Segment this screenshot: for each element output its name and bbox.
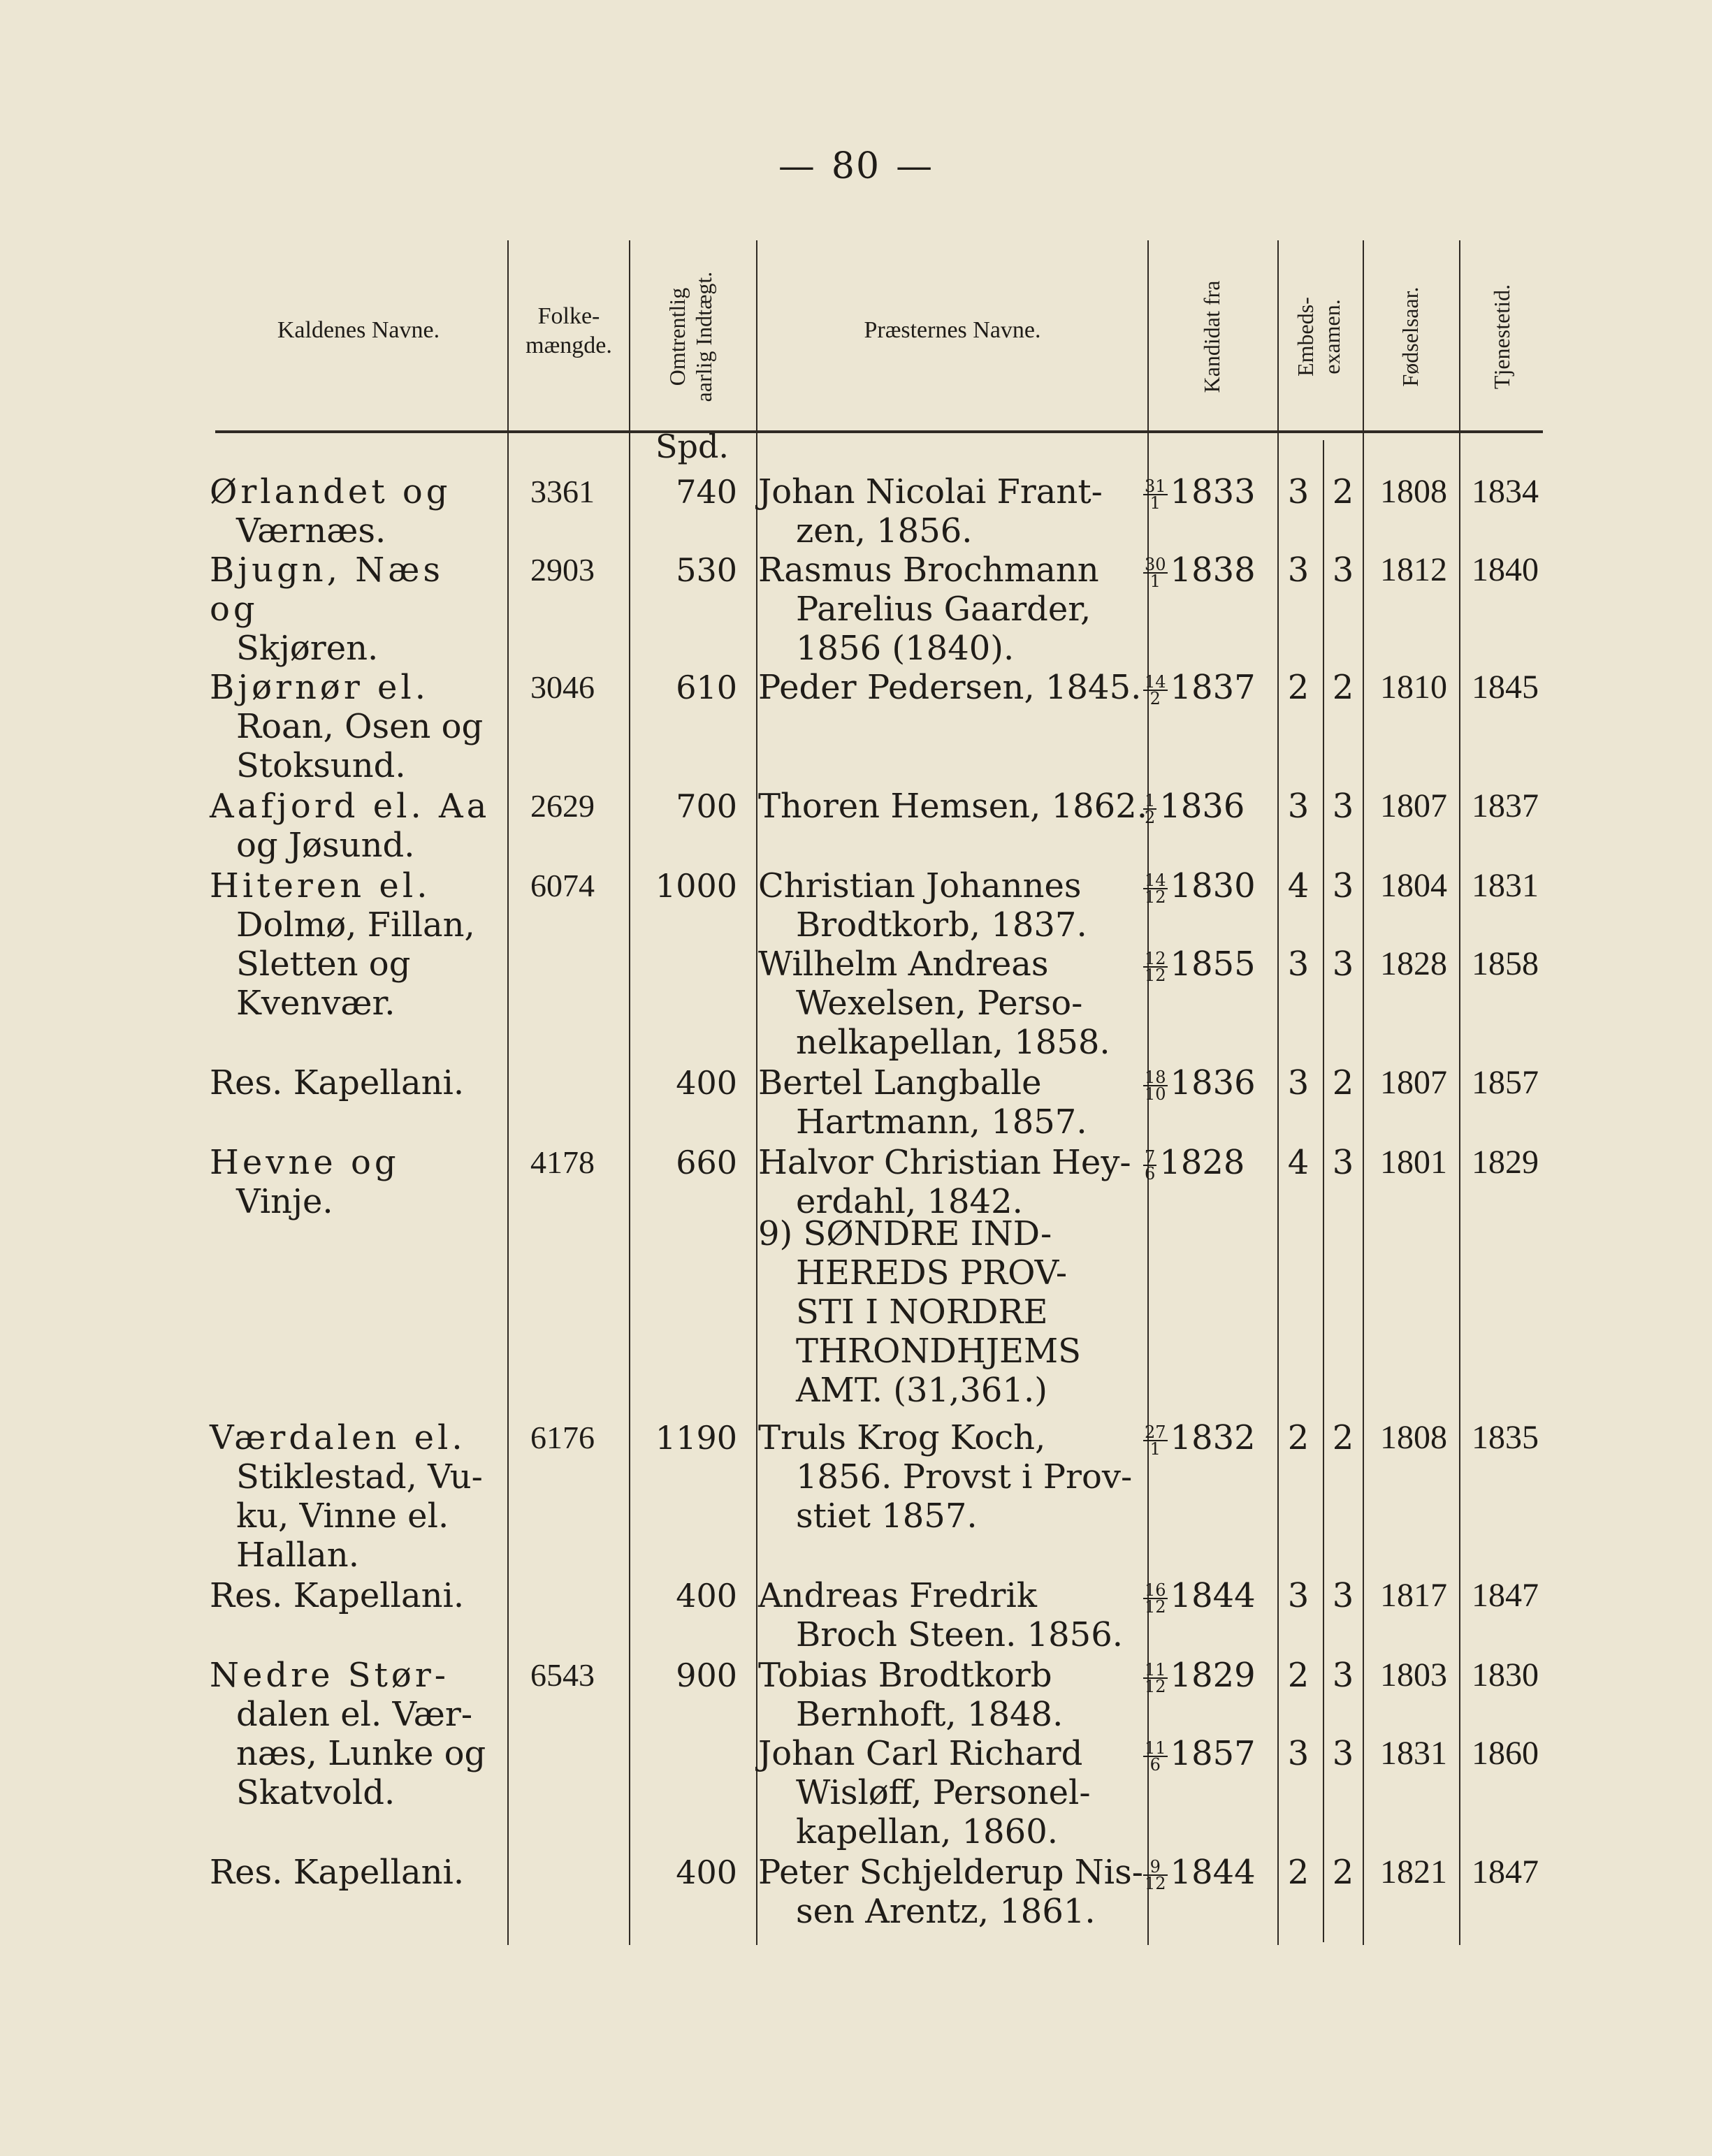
parish-name-line: Bjørnør el.	[210, 668, 430, 707]
service-year: 1860	[1472, 1735, 1539, 1772]
pastor-name-line: Peter Schjelderup Nis-	[758, 1853, 1143, 1892]
parish-name-line: Res. Kapellani.	[210, 1063, 465, 1102]
parish-name	[210, 551, 506, 668]
birth-year: 1817	[1380, 1577, 1447, 1614]
service-year: 1858	[1472, 945, 1539, 982]
column-rule	[629, 240, 630, 1945]
candidate-date	[1143, 1063, 1273, 1102]
exam-grade-b: 2	[1332, 1418, 1354, 1457]
column-rule	[1363, 240, 1364, 1945]
section-heading-line: HEREDS PROV-	[796, 1253, 1068, 1292]
pastor-name-line: nelkapellan, 1858.	[796, 1023, 1110, 1062]
pastor-name-line: zen, 1856.	[796, 511, 973, 551]
header-service: Tjenestetid.	[1489, 284, 1514, 390]
pastor-name-line: Tobias Brodtkorb	[758, 1656, 1052, 1695]
birth-year: 1831	[1380, 1735, 1447, 1772]
fraction-denominator: 12	[1145, 887, 1166, 907]
birth-year: 1807	[1380, 787, 1447, 824]
birth-year: 1804	[1380, 867, 1447, 904]
candidate-year: 1837	[1170, 668, 1256, 707]
exam-grade-b: 3	[1332, 1656, 1354, 1695]
header-pastor: Præsternes Navne.	[864, 317, 1041, 343]
header-exam: Embeds- examen.	[1293, 297, 1344, 377]
exam-grade-a: 3	[1287, 945, 1310, 984]
pastor-name-line: Christian Johannes	[758, 866, 1082, 905]
candidate-date	[1143, 1853, 1273, 1892]
fraction-denominator: 10	[1145, 1084, 1166, 1104]
candidate-date	[1143, 1418, 1273, 1457]
parish-name	[210, 1143, 506, 1221]
pastor-name	[758, 668, 1149, 707]
fraction-numerator: 18	[1145, 1067, 1166, 1087]
fraction-numerator: 11	[1145, 1659, 1166, 1680]
candidate-fraction	[1143, 1659, 1168, 1696]
parish-name-line: Værnæs.	[236, 511, 386, 551]
birth-year: 1810	[1380, 669, 1447, 706]
pastor-name-line: Johan Carl Richard	[758, 1734, 1083, 1773]
exam-grade-a: 2	[1287, 668, 1310, 707]
birth-year: 1801	[1380, 1144, 1447, 1181]
income: 700	[676, 787, 737, 825]
parish-name	[210, 1418, 506, 1575]
candidate-year: 1844	[1170, 1853, 1256, 1892]
parish-name-line: Stiklestad, Vu-	[236, 1457, 483, 1496]
pastor-name-line: Broch Steen. 1856.	[796, 1615, 1123, 1654]
candidate-year: 1830	[1170, 866, 1256, 905]
income: 610	[676, 669, 737, 706]
candidate-year: 1836	[1159, 787, 1245, 826]
exam-grade-b: 2	[1332, 1853, 1354, 1892]
exam-grade-a: 3	[1287, 551, 1310, 590]
candidate-fraction	[1143, 1856, 1168, 1893]
pastor-name-line: Rasmus Brochmann	[758, 551, 1099, 590]
candidate-date	[1143, 866, 1273, 905]
candidate-year: 1855	[1170, 945, 1256, 984]
candidate-date	[1143, 945, 1273, 984]
parish-name	[210, 1063, 506, 1102]
exam-grade-b: 3	[1332, 787, 1354, 826]
column-rule	[1323, 440, 1324, 1942]
service-year: 1831	[1472, 867, 1539, 904]
candidate-fraction	[1143, 948, 1168, 985]
candidate-year: 1838	[1170, 551, 1256, 590]
population: 3046	[530, 669, 595, 705]
candidate-date	[1143, 1576, 1273, 1615]
column-rule	[1277, 240, 1279, 1945]
pastor-name	[758, 1143, 1149, 1221]
pastor-name	[758, 866, 1149, 945]
candidate-fraction	[1143, 671, 1168, 708]
service-year: 1857	[1472, 1064, 1539, 1101]
service-year: 1840	[1472, 551, 1539, 588]
exam-grade-a: 3	[1287, 1063, 1310, 1102]
candidate-fraction	[1143, 870, 1168, 907]
fraction-denominator: 1	[1149, 571, 1161, 591]
parish-name	[210, 472, 506, 551]
pastor-name	[758, 1063, 1149, 1142]
service-year: 1834	[1472, 473, 1539, 510]
parish-name-line: Nedre Stør-	[210, 1656, 449, 1695]
exam-grade-a: 3	[1287, 472, 1310, 511]
parish-name	[210, 787, 506, 865]
fraction-denominator: 12	[1145, 1596, 1166, 1617]
candidate-year: 1836	[1170, 1063, 1256, 1102]
birth-year: 1821	[1380, 1853, 1447, 1891]
parish-name-line: Hevne og	[210, 1143, 400, 1182]
exam-grade-a: 4	[1287, 866, 1310, 905]
candidate-year: 1829	[1170, 1656, 1256, 1695]
fraction-denominator: 6	[1149, 1754, 1161, 1775]
fraction-numerator: 16	[1145, 1580, 1166, 1600]
parish-name-line: og Jøsund.	[236, 826, 415, 865]
parish-name-line: ku, Vinne el.	[236, 1496, 449, 1536]
income: 900	[676, 1656, 737, 1694]
pastor-name-line: sen Arentz, 1861.	[796, 1892, 1096, 1931]
pastor-name-line: erdahl, 1842.	[796, 1182, 1023, 1221]
fraction-numerator: 31	[1145, 476, 1166, 496]
column-rule	[756, 240, 757, 1945]
pastor-name-line: Bernhoft, 1848.	[796, 1695, 1064, 1734]
income: 530	[676, 551, 737, 589]
page-number: — 80 —	[778, 145, 934, 187]
pastor-name-line: 1856 (1840).	[796, 629, 1015, 668]
pastor-name-line: Halvor Christian Hey-	[758, 1143, 1131, 1182]
candidate-date	[1143, 472, 1273, 511]
fraction-numerator: 27	[1145, 1422, 1166, 1442]
pastor-name	[758, 945, 1149, 1062]
parish-name-line: Roan, Osen og	[236, 707, 484, 746]
fraction-numerator: 7	[1145, 1146, 1156, 1167]
column-rule	[1459, 240, 1460, 1945]
exam-grade-a: 2	[1287, 1418, 1310, 1457]
birth-year: 1808	[1380, 473, 1447, 510]
population: 6176	[530, 1420, 595, 1455]
parish-name	[210, 866, 506, 1023]
exam-grade-a: 3	[1287, 787, 1310, 826]
pastor-name	[758, 787, 1149, 826]
parish-name-line: Skatvold.	[236, 1773, 396, 1812]
section-heading-line: THRONDHJEMS	[796, 1332, 1082, 1371]
exam-grade-b: 3	[1332, 1734, 1354, 1773]
exam-grade-a: 2	[1287, 1853, 1310, 1892]
parish-name-line: Bjugn, Næs og	[210, 551, 444, 629]
fraction-denominator: 12	[1145, 965, 1166, 985]
header-income: Omtrentlig aarlig Indtægt.	[665, 271, 716, 402]
parish-name	[210, 1576, 506, 1615]
birth-year: 1803	[1380, 1656, 1447, 1694]
income: 1000	[655, 867, 737, 905]
pastor-name	[758, 472, 1149, 551]
candidate-year: 1844	[1170, 1576, 1256, 1615]
parish-name-line: Vinje.	[236, 1182, 333, 1221]
population: 2903	[530, 552, 595, 588]
exam-grade-a: 4	[1287, 1143, 1310, 1182]
pastor-name-line: Johan Nicolai Frant-	[758, 472, 1103, 511]
candidate-fraction	[1143, 1067, 1168, 1104]
column-rule	[507, 240, 509, 1945]
section-heading-line: STI I NORDRE	[796, 1292, 1048, 1332]
header-rule	[215, 430, 1543, 433]
candidate-fraction	[1143, 1146, 1156, 1183]
candidate-fraction	[1143, 476, 1168, 513]
candidate-date	[1143, 1656, 1273, 1695]
parish-name-line: Skjøren.	[236, 629, 379, 668]
service-year: 1847	[1472, 1853, 1539, 1891]
pastor-name	[758, 1656, 1149, 1734]
pastor-name-line: Wilhelm Andreas	[758, 945, 1049, 984]
candidate-year: 1833	[1170, 472, 1256, 511]
pastor-name-line: Wexelsen, Perso-	[796, 984, 1083, 1023]
candidate-date	[1143, 1143, 1273, 1182]
income: 400	[676, 1064, 737, 1102]
parish-name-line: Hallan.	[236, 1536, 359, 1575]
header-population: Folke- mængde.	[525, 303, 612, 358]
fraction-numerator: 11	[1145, 1738, 1166, 1758]
income: 740	[676, 473, 737, 511]
exam-grade-b: 2	[1332, 1063, 1354, 1102]
candidate-year: 1832	[1170, 1418, 1256, 1457]
header-candidate: Kandidat fra	[1199, 280, 1224, 393]
exam-grade-b: 3	[1332, 945, 1354, 984]
section-heading-line: 9) SØNDRE IND-	[758, 1214, 1052, 1253]
fraction-denominator: 2	[1149, 688, 1161, 708]
service-year: 1829	[1472, 1144, 1539, 1181]
birth-year: 1808	[1380, 1419, 1447, 1456]
parish-name-line: dalen el. Vær-	[236, 1695, 473, 1734]
exam-grade-a: 2	[1287, 1656, 1310, 1695]
parish-name	[210, 1853, 506, 1892]
parish-name-line: Sletten og	[236, 945, 411, 984]
pastor-name-line: 1856. Provst i Prov-	[796, 1457, 1133, 1496]
candidate-fraction	[1143, 1422, 1168, 1459]
pastor-name-line: Wisløff, Personel-	[796, 1773, 1091, 1812]
parish-name-line: Hiteren el.	[210, 866, 431, 905]
pastor-name	[758, 1418, 1149, 1536]
header-name: Kaldenes Navne.	[277, 317, 440, 343]
pastor-name-line: kapellan, 1860.	[796, 1812, 1058, 1851]
service-year: 1837	[1472, 787, 1539, 824]
income: 1190	[655, 1419, 737, 1457]
candidate-fraction	[1143, 1582, 1168, 1615]
exam-grade-b: 3	[1332, 1143, 1354, 1182]
population: 6074	[530, 868, 595, 903]
parish-name	[210, 668, 506, 785]
service-year: 1830	[1472, 1656, 1539, 1694]
candidate-date	[1143, 668, 1273, 707]
population: 3361	[530, 474, 595, 509]
pastor-name-line: Andreas Fredrik	[758, 1576, 1037, 1615]
income: 400	[676, 1577, 737, 1615]
parish-name-line: Aafjord el. Aa	[210, 787, 491, 826]
parish-name	[210, 1656, 506, 1812]
pastor-name	[758, 1734, 1149, 1851]
parish-name-line: Dolmø, Fillan,	[236, 905, 475, 945]
fraction-numerator: 9	[1143, 1859, 1168, 1876]
exam-grade-b: 3	[1332, 866, 1354, 905]
pastor-name-line: Thoren Hemsen, 1862.	[758, 787, 1148, 826]
header-birth-year: Fødselsaar.	[1398, 286, 1423, 387]
candidate-fraction	[1143, 1738, 1168, 1775]
candidate-date	[1143, 551, 1273, 590]
parish-name-line: Res. Kapellani.	[210, 1853, 465, 1892]
pastor-name-line: Brodtkorb, 1837.	[796, 905, 1087, 945]
exam-grade-b: 3	[1332, 1576, 1354, 1615]
birth-year: 1807	[1380, 1064, 1447, 1101]
exam-grade-a: 3	[1287, 1576, 1310, 1615]
income: 400	[676, 1853, 737, 1891]
pastor-name-line: stiet 1857.	[796, 1496, 978, 1536]
fraction-denominator: 1	[1149, 493, 1161, 513]
exam-grade-b: 2	[1332, 472, 1354, 511]
fraction-numerator: 12	[1145, 948, 1166, 968]
birth-year: 1828	[1380, 945, 1447, 982]
service-year: 1845	[1472, 669, 1539, 706]
fraction-denominator: 6	[1145, 1163, 1156, 1183]
fraction-denominator: 12	[1145, 1873, 1166, 1893]
pastor-name	[758, 1853, 1149, 1931]
pastor-name	[758, 551, 1149, 668]
exam-grade-b: 2	[1332, 668, 1354, 707]
exam-grade-a: 3	[1287, 1734, 1310, 1773]
parish-name-line: Stoksund.	[236, 746, 406, 785]
pastor-name-line: Hartmann, 1857.	[796, 1102, 1087, 1142]
candidate-date	[1143, 787, 1273, 826]
parish-name-line: Ørlandet og	[210, 472, 451, 511]
candidate-fraction	[1143, 790, 1156, 827]
population: 2629	[530, 788, 595, 824]
parish-name-line: næs, Lunke og	[236, 1734, 486, 1773]
population: 6543	[530, 1657, 595, 1693]
service-year: 1835	[1472, 1419, 1539, 1456]
birth-year: 1812	[1380, 551, 1447, 588]
fraction-denominator: 1	[1149, 1438, 1161, 1459]
population: 4178	[530, 1144, 595, 1180]
pastor-name-line: Bertel Langballe	[758, 1063, 1042, 1102]
section-heading-line: AMT. (31,361.)	[796, 1371, 1047, 1410]
currency-label: Spd.	[655, 428, 730, 465]
candidate-fraction	[1143, 554, 1168, 591]
fraction-denominator: 12	[1145, 1676, 1166, 1696]
parish-name-line: Res. Kapellani.	[210, 1576, 465, 1615]
fraction-numerator: 14	[1145, 870, 1166, 890]
exam-grade-b: 3	[1332, 551, 1354, 590]
pastor-name-line: Truls Krog Koch,	[758, 1418, 1046, 1457]
pastor-name-line: Peder Pedersen, 1845.	[758, 668, 1142, 707]
fraction-numerator: 30	[1145, 554, 1166, 574]
candidate-year: 1828	[1159, 1143, 1245, 1182]
candidate-year: 1857	[1170, 1734, 1256, 1773]
fraction-numerator: 14	[1145, 671, 1166, 692]
pastor-name	[758, 1576, 1149, 1654]
parish-name-line: Værdalen el.	[210, 1418, 466, 1457]
pastor-name-line: Parelius Gaarder,	[796, 590, 1091, 629]
service-year: 1847	[1472, 1577, 1539, 1614]
income: 660	[676, 1144, 737, 1181]
fraction-numerator: 1	[1145, 790, 1156, 810]
fraction-denominator: 2	[1145, 807, 1156, 827]
parish-name-line: Kvenvær.	[236, 984, 396, 1023]
candidate-date	[1143, 1734, 1273, 1773]
